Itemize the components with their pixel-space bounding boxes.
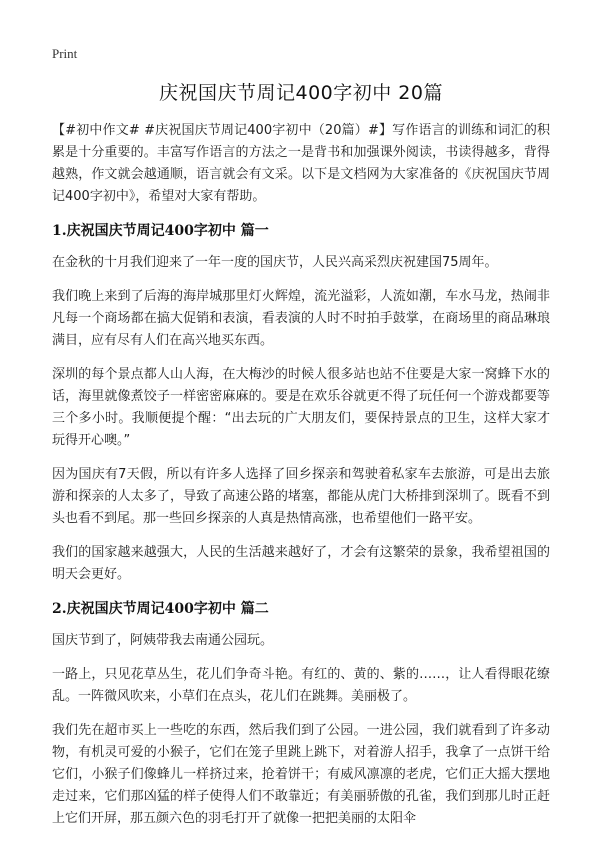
print-link[interactable]: Print — [52, 46, 78, 61]
intro-paragraph: 【#初中作文# #庆祝国庆节周记400字初中（20篇）#】写作语言的训练和词汇的积累是十分重要的。丰富写作语言的方法之一是背书和加强课外阅读，书读得越多，背得越熟，作文就会越通顺，语言就会有文采。以下是文档网为大家准备的《庆祝国庆节周记400字初中》，希望对大家有帮助。 — [52, 123, 550, 204]
paragraph: 深圳的每个景点都人山人海，在大梅沙的时候人很多站也站不住要是大家一窝蜂下水的话，海里就像煮饺子一样密密麻麻的。要是在欢乐谷就更不得了玩任何一个游戏都要等三个多小时。我顺便提个醒：“出去玩的广大朋友们，要保持景点的卫生，这样大家才玩得开心噢。” — [52, 367, 550, 448]
paragraph: 我们的国家越来越强大，人民的生活越来越好了，才会有这繁荣的景象，我希望祖国的明天会更好。 — [52, 545, 550, 582]
section-heading-2: 2.庆祝国庆节周记400字初中 篇二 — [52, 601, 269, 617]
paragraph: 在金秋的十月我们迎来了一年一度的国庆节，人民兴高采烈庆祝建国75周年。 — [52, 255, 498, 270]
document-body — [52, 78, 550, 842]
paragraph: 我们晚上来到了后海的海岸城那里灯火辉煌，流光溢彩，人流如潮，车水马龙，热闹非凡每一个商场都在搞大促销和表演，看表演的人时不时拍手鼓掌，在商场里的商品琳琅满目，应有尽有人们在高兴地买东西。 — [52, 289, 550, 348]
section-heading-1: 1.庆祝国庆节周记400字初中 篇一 — [52, 223, 269, 239]
paragraph: 因为国庆有7天假，所以有许多人选择了回乡探亲和驾驶着私家车去旅游，可是出去旅游和探亲的人太多了，导致了高速公路的堵塞，都能从虎门大桥排到深圳了。既看不到头也看不到尾。那一些回乡探亲的人真是热情高涨，也希望他们一路平安。 — [52, 467, 550, 526]
paragraph: 我们先在超市买上一些吃的东西，然后我们到了公园。一进公园，我们就看到了许多动物，有机灵可爱的小猴子，它们在笼子里跳上跳下，对着游人招手，我拿了一点饼干给它们，小猴子们像蜂儿一样挤过来，抢着饼干；有威风凛凛的老虎，它们正大摇大摆地走过来，它们那凶猛的样子使得人们不敢靠近；有美丽骄傲的孔雀，我们到那儿时正赶上它们开屏，那五颜六色的羽毛打开了就像一把把美丽的太阳伞 — [52, 723, 550, 826]
paragraph: 一路上，只见花草丛生，花儿们争奇斗艳。有红的、黄的、紫的……，让人看得眼花缭乱。一阵微风吹来，小草们在点头，花儿们在跳舞。美丽极了。 — [52, 667, 550, 704]
page-title: 庆祝国庆节周记400字初中 20篇 — [159, 82, 443, 104]
paragraph: 国庆节到了，阿姨带我去南通公园玩。 — [52, 633, 274, 648]
